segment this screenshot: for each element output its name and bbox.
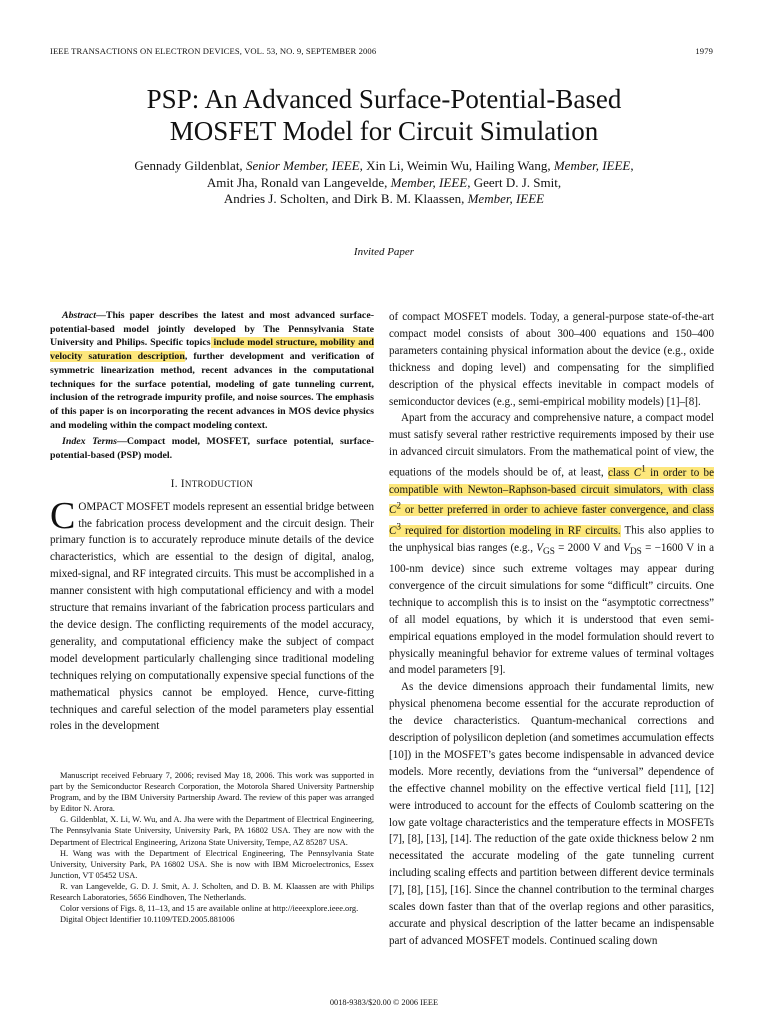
paragraph-continuation: of compact MOSFET models. Today, a general-purpose state-of-the-art compact model consists of about 300–400 equations and 150–400 parameters containing physical information about the device (e.g., oxide thickness and doping level) and compensating for the simplified description of the physical effects inevitable in compact models of semiconductor devices (e.g., semi-empirical mobility models) [1]–[8].: [389, 311, 714, 408]
author-list: [0, 158, 768, 208]
footnote-affiliation-1: G. Gildenblat, X. Li, W. Wu, and A. Jha were with the Department of Electrical Engineering, The Pennsylvania State University, University Park, PA 16802 USA. They are now with the Department of Electrical Engineering, Arizona State University, Tempe, AZ 85287 USA.: [50, 815, 374, 847]
paragraph-requirements: Apart from the accuracy and comprehensive nature, a compact model must satisfy several rather restrictive requirements imposed by their use in advanced circuit simulators. From the mathematical point of view, the equations of the models should be of, at least, class $C^1$ in order to be compatible with Newton–Raphson-based circuit simulators, with class $C^2$ or better preferred in order to achieve faster convergence, and class $C^3$ required for distortion modeling in RF circuits. This also applies to the unphysical bias ranges (e.g., $V_{GS} = 2000$ V and $V_{DS} = -1600$ V in a 100-nm device) since such extreme voltages may appear during convergence of the circuit simulations for some “difficult” circuits. One technique to accomplish this is to insist on the “asymptotic correctness” of all model equations, by which it is understood that even semi-empirical equations employed in the model formulation should revert to physically meaningful behavior for extreme values of terminal voltages and model parameters [9].: [389, 412, 715, 677]
copyright-footer: 0018-9383/$20.00 © 2006 IEEE: [329, 998, 439, 1007]
abstract-highlight: include model structure, mobility and velocity saturation description: [50, 337, 374, 363]
right-column: [389, 309, 714, 950]
intro-paragraph: COMPACT MOSFET models represent an essential bridge between the fabrication process development and the circuit design. Their primary function is to accurately reproduce minute details of the device characteristics, which are essential to the design of digital, analog, mixed-signal, and RF integrated circuits. This must be accomplished in a manner consistent with high computational efficiency and with a model structure that remains invariant of the fabrication process particulars and the device design. The conflicting requirements of the model accuracy, generality, and computational efficiency make the subject of compact model development particularly challenging since traditional modeling techniques relying on computationally expensive special functions of the mathematical physics cannot be employed. Hence, curve-fitting techniques and careful selection of the model parameters play essential roles in the development: [50, 494, 375, 733]
index-terms: Index Terms—Compact model, MOSFET, surface potential, surface-potential-based (PSP) model.: [50, 436, 374, 462]
footnote-manuscript: Manuscript received February 7, 2006; revised May 18, 2006. This work was supported in part by the Semiconductor Research Corporation, the Motorola Shared University Partnership Program, and by the IBM University Partnership Award. The review of this paper was arranged by Editor N. Arora.: [50, 771, 374, 814]
page-number: 1979: [695, 46, 713, 56]
paragraph-scaling: As the device dimensions approach their fundamental limits, new physical phenomena become essential for the accurate reproduction of the device characteristics. Quantum-mechanical corrections and description of polysilicon depletion (and sometimes accumulation effects [10]) in the MOSFET’s gates become indispensable in advanced device models. More recently, deviations from the “universal” dependence of the effective channel mobility on the effective vertical field [11], [12] were introduced to account for the effects of Coulomb scattering on the low gate voltage characteristics and the temperature effects in MOSFETs [7], [8], [13], [14]. The reduction of the gate oxide thickness below 2 nm necessitated the accurate modeling of the gate tunneling current including scaling effects and partition between different device terminals [7], [8], [15], [16]. Since the channel contribution to the terminal charges scales down faster than that of the overlap regions and other parasitics, accurate and physical description of the latter became an indispensable part of advanced MOSFET models. Continued scaling down: [389, 681, 714, 947]
author-line-1: Gennady Gildenblat, Senior Member, IEEE, Xin Li, Weimin Wu, Hailing Wang, Member, IEEE,: [134, 158, 634, 173]
title-line-2: MOSFET Model for Circuit Simulation: [169, 115, 599, 146]
footnote-color-figures: Color versions of Figs. 8, 11–13, and 15 are available online at http://ieeexplore.ieee.org.: [60, 904, 359, 914]
footnote-affiliation-2: H. Wang was with the Department of Electrical Engineering, The Pennsylvania State University, University Park, PA 16802 USA. She is now with IBM Microelectronics, Essex Junction, VT 05452 USA.: [50, 848, 374, 880]
footnotes: [50, 770, 374, 925]
drop-cap: C: [50, 494, 76, 537]
index-terms-label: Index Terms: [62, 436, 117, 448]
requirements-highlight: class $C^1$ in order to be compatible with Newton–Raphson-based circuit simulators, with class $C^2$ or better preferred in order to achieve faster convergence, and class $C^3$ required for distortion modeling in RF circuits.: [389, 464, 715, 537]
section-heading-introduction: I. INTRODUCTION: [170, 477, 254, 490]
running-header: IEEE TRANSACTIONS ON ELECTRON DEVICES, VOL. 53, NO. 9, SEPTEMBER 2006: [50, 46, 377, 56]
invited-paper-label: Invited Paper: [353, 246, 415, 258]
author-line-2: Amit Jha, Ronald van Langevelde, Member, IEEE, Geert D. J. Smit,: [206, 174, 562, 190]
left-column: [50, 309, 374, 735]
paper-title: [0, 84, 768, 147]
author-line-3: Andries J. Scholten, and Dirk B. M. Klaassen, Member, IEEE: [223, 191, 545, 207]
footnote-doi: Digital Object Identifier 10.1109/TED.2005.881006: [60, 915, 235, 925]
title-line-1: PSP: An Advanced Surface-Potential-Based: [146, 84, 622, 114]
abstract-label: Abstract: [62, 310, 97, 321]
abstract: Abstract—This paper describes the latest and most advanced surface-potential-based model jointly developed by The Pennsylvania State University and Philips. Specific topics include model structure, mobility and velocity saturation description, further development and verification of symmetric linearization method, recent advances in the computational techniques for the surface potential, modeling of gate tunneling current, inclusion of the retrograde impurity profile, and noise sources. The emphasis of this paper is on incorporating the recent advances in MOS device physics and modeling within the compact modeling context.: [50, 310, 374, 431]
footnote-affiliation-3: R. van Langevelde, G. D. J. Smit, A. J. Scholten, and D. B. M. Klaassen are with Philips Research Laboratories, 5656 Eindhoven, The Netherlands.: [50, 881, 374, 903]
